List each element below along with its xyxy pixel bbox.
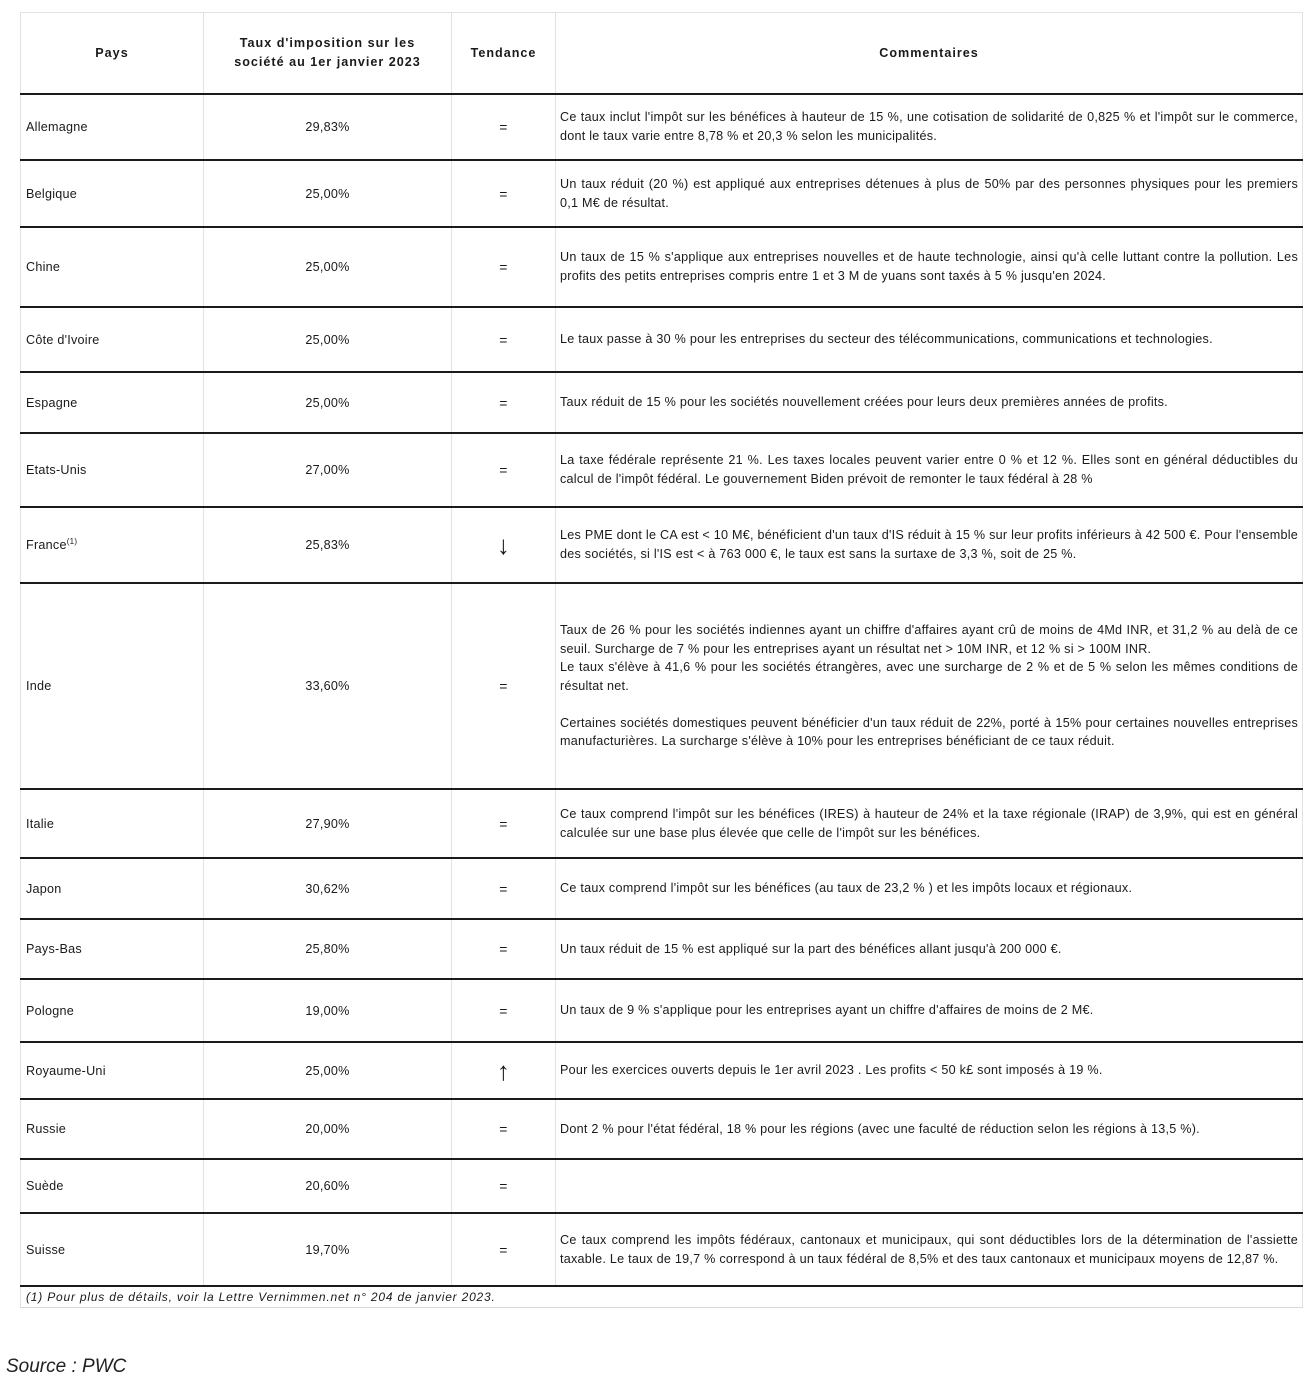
comment-cell: Ce taux comprend les impôts fédéraux, cantonaux et municipaux, qui sont déductibles lors de la détermination de l'assiette taxable. Le taux de 19,7 % correspond à un taux fédéral de 8,5% et des taux cantonaux et municipaux moyens de 12,87 %. [556,1213,1303,1286]
trend-cell: = [452,919,556,979]
country-cell: Suède [21,1159,204,1213]
country-cell: Suisse [21,1213,204,1286]
footnote: (1) Pour plus de détails, voir la Lettre Vernimmen.net n° 204 de janvier 2023. [21,1286,1303,1308]
rate-cell: 25,00% [204,160,452,227]
comment-cell: Un taux réduit de 15 % est appliqué sur la part des bénéfices allant jusqu'à 200 000 €. [556,919,1303,979]
comment-cell: Taux de 26 % pour les sociétés indiennes ayant un chiffre d'affaires ayant crû de moins de 4Md INR, et 31,2 % au delà de ce seuil. Surcharge de 7 % pour les entreprises ayant un résultat net > 10M INR, et 12 % si > 100M INR. Le taux s'élève à 41,6 % pour les sociétés étrangères, avec une surcharge de 2 % et de 5 % selon les mêmes conditions de résultat net. Certaines sociétés domestiques peuvent bénéficier d'un taux réduit de 22%, porté à 15% pour certaines nouvelles entreprises manufacturières. La surcharge s'élève à 10% pour les entreprises bénéficiant de ce taux réduit. [556,583,1303,789]
corporate-tax-table [20,12,1303,1308]
country-cell [21,507,204,583]
country-cell: Etats-Unis [21,433,204,507]
country-cell: Allemagne [21,94,204,160]
header-pays: Pays [21,13,204,95]
comment-cell: Ce taux comprend l'impôt sur les bénéfices (au taux de 23,2 % ) et les impôts locaux et régionaux. [556,858,1303,919]
table-row [21,160,1303,227]
country-cell: Côte d'Ivoire [21,307,204,372]
comment-cell: Taux réduit de 15 % pour les sociétés nouvellement créées pour leurs deux premières années de profits. [556,372,1303,433]
footnote-marker: (1) [66,537,78,547]
table-row [21,507,1303,583]
comment-cell: Un taux réduit (20 %) est appliqué aux entreprises détenues à plus de 50% par des personnes physiques pour les premiers 0,1 M€ de résultat. [556,160,1303,227]
country-cell: Espagne [21,372,204,433]
comment-cell: Un taux de 9 % s'applique pour les entreprises ayant un chiffre d'affaires de moins de 2 M€. [556,979,1303,1042]
trend-cell: = [452,858,556,919]
trend-cell: = [452,433,556,507]
table-row [21,1099,1303,1159]
rate-cell: 29,83% [204,94,452,160]
rate-cell: 25,80% [204,919,452,979]
rate-cell: 19,00% [204,979,452,1042]
table-row [21,858,1303,919]
country-name: France [26,538,67,553]
trend-cell: = [452,1099,556,1159]
rate-cell: 33,60% [204,583,452,789]
table-row [21,433,1303,507]
comment-cell: Le taux passe à 30 % pour les entreprises du secteur des télécommunications, communications et technologies. [556,307,1303,372]
table-row [21,372,1303,433]
trend-cell: = [452,583,556,789]
trend-cell: = [452,94,556,160]
trend-cell: = [452,160,556,227]
table-row [21,94,1303,160]
country-cell: Italie [21,789,204,858]
comment-cell: Ce taux inclut l'impôt sur les bénéfices à hauteur de 15 %, une cotisation de solidarité de 0,825 % et l'impôt sur le commerce, dont le taux varie entre 8,78 % et 20,3 % selon les municipalités. [556,94,1303,160]
rate-cell: 27,90% [204,789,452,858]
country-cell: Japon [21,858,204,919]
comment-cell: Ce taux comprend l'impôt sur les bénéfices (IRES) à hauteur de 24% et la taxe régionale (IRAP) de 3,9%, qui est en général calculée sur une base plus élevée que celle de l'impôt sur les bénéfices. [556,789,1303,858]
table-row [21,1042,1303,1099]
tax-rate-document [20,12,1302,1308]
comment-cell: La taxe fédérale représente 21 %. Les taxes locales peuvent varier entre 0 % et 12 %. Elles sont en général déductibles du calcul de l'impôt fédéral. Le gouvernement Biden prévoit de remonter le taux fédéral à 28 % [556,433,1303,507]
country-cell: Chine [21,227,204,307]
trend-cell: = [452,789,556,858]
arrow-down-icon: ↓ [496,530,511,560]
table-header-row [21,13,1303,95]
country-cell: Pays-Bas [21,919,204,979]
table-row [21,919,1303,979]
trend-cell: = [452,1213,556,1286]
table-row [21,979,1303,1042]
trend-cell: = [452,372,556,433]
table-row [21,307,1303,372]
country-cell: Royaume-Uni [21,1042,204,1099]
trend-cell [452,1042,556,1099]
rate-cell: 27,00% [204,433,452,507]
footnote-row [21,1286,1303,1308]
header-taux [204,13,452,95]
rate-cell: 25,83% [204,507,452,583]
rate-cell: 20,00% [204,1099,452,1159]
trend-cell: = [452,979,556,1042]
comment-cell: Pour les exercices ouverts depuis le 1er avril 2023 . Les profits < 50 k£ sont imposés à 19 %. [556,1042,1303,1099]
trend-cell: = [452,1159,556,1213]
header-taux-label: Taux d'imposition sur les société au 1er janvier 2023 [234,36,421,69]
country-cell: Inde [21,583,204,789]
comment-cell: Les PME dont le CA est < 10 M€, bénéficient d'un taux d'IS réduit à 15 % sur leur profits inférieurs à 42 500 €. Pour l'ensemble des sociétés, si l'IS est < à 763 000 €, le taux est sans la surtaxe de 3,3 %, soit de 25 %. [556,507,1303,583]
table-row [21,1159,1303,1213]
country-cell: Russie [21,1099,204,1159]
comment-cell [556,1159,1303,1213]
comment-cell: Un taux de 15 % s'applique aux entreprises nouvelles et de haute technologie, ainsi qu'à celle luttant contre la pollution. Les profits des petits entreprises compris entre 1 et 3 M de yuans sont taxés à 5 % jusqu'en 2024. [556,227,1303,307]
table-row [21,789,1303,858]
table-row [21,227,1303,307]
rate-cell: 19,70% [204,1213,452,1286]
country-cell: Belgique [21,160,204,227]
rate-cell: 25,00% [204,1042,452,1099]
header-tendance: Tendance [452,13,556,95]
rate-cell: 25,00% [204,372,452,433]
arrow-up-icon: ↑ [496,1055,511,1086]
source-note: Source : PWC [6,1356,127,1377]
trend-cell [452,507,556,583]
rate-cell: 25,00% [204,307,452,372]
table-row [21,1213,1303,1286]
rate-cell: 20,60% [204,1159,452,1213]
country-cell: Pologne [21,979,204,1042]
comment-cell: Dont 2 % pour l'état fédéral, 18 % pour les régions (avec une faculté de réduction selon les régions à 13,5 %). [556,1099,1303,1159]
table-row [21,583,1303,789]
trend-cell: = [452,307,556,372]
rate-cell: 30,62% [204,858,452,919]
rate-cell: 25,00% [204,227,452,307]
header-commentaires: Commentaires [556,13,1303,95]
trend-cell: = [452,227,556,307]
